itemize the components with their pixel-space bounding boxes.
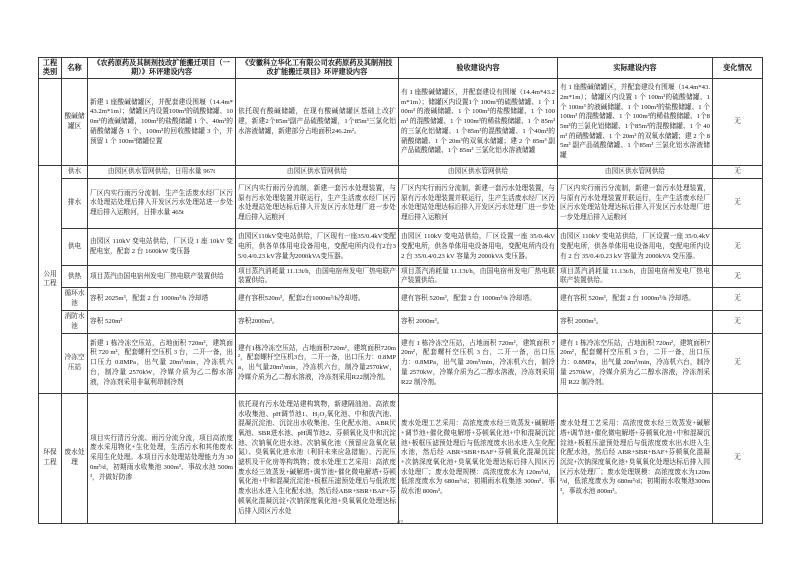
table-row-drainage [39,178,763,228]
actual-cell: 由园区供水管网供给 [558,166,713,179]
eia1-cell: 由园区 110kV 变电站供给，厂区设 1 座 10kV 变配电室，配套 2 台 1600kW 变压器 [88,228,236,265]
eia1-cell: 由园区供水管网供给，日用水量 967t [88,166,236,179]
acceptance-cell: 建有容积 520m³，配套 2 台 1000m³/h 冷却塔。 [399,288,558,310]
category-cell [39,79,62,166]
name-cell: 供电 [62,228,88,265]
eia2-cell: 容积2000m³。 [236,310,399,333]
actual-cell: 建有容积 520m³，配套 2 台 1000m³/h 冷却塔。 [558,288,713,310]
change-cell: 无 [713,393,763,523]
table-row-circulating-pool [39,288,763,310]
eia2-cell: 由园区供水管网供给 [236,166,399,179]
eia1-cell: 新建 1 栋冷冻空压站，占地面积 720m²，建筑面积 720 m²，配套螺杆空压机 3 台，二开一备，出口压力 0.8MPa，出气量 20m³/min，冷冻机六台，制冷量 2570kW，冷媒介质为乙二醇水溶液，冷冻剂采用非氟利昂制冷剂 [88,333,236,393]
acceptance-cell: 废水处理工艺采用：高浓度废水经三效蒸发+碱解塔+调节池+催化微电解塔+芬顿氧化池+中和混凝沉淀池+板框压滤预处理后与低浓度废水出水进入生化配水池，然后经 ABR+SBR+BAF+芬顿氧化混凝沉淀+次钠深度氧化池+臭氧氧化处理达标后排入园区污水处理厂；废水处理规模：高浓度废水为 120m³/d，低浓度废水为 680m³/d；初期雨水收集池 300m³、事故水池 800m³。 [399,393,558,523]
change-cell: 无 [713,228,763,265]
header-eia1-content: 《农药原药及其制剂技改扩能搬迁项目（一期）》环评建设内容 [88,58,236,79]
category-cell-environmental: 环保工程 [39,393,62,523]
eia1-cell: 容积 520m³ [88,310,236,333]
acceptance-cell: 有 1 座酸碱储罐区，并配套建设有围堰（14.4m*43.2m*1m）；储罐区内设置1个 100m³的硫酸储罐、1 个 100m³ 的液碱储罐、1 个 100m³的盐酸储罐、1 个 100m³ 的混酸储罐、1 个 100m³的稀盐酸储罐、1 个 85m³ 的三氯化铝储罐、1 个85m³的混酸储罐、1 个40m³的硝酸储罐、1 个 20m³的双氧水储罐；建 2 个 85m³ 副产品硫酸储罐、1个 85m³ 三氯化铝水溶液储罐 [399,79,558,166]
actual-cell: 容积 2000m³。 [558,310,713,333]
table-row-power-supply [39,228,763,265]
table-row-tank-area [39,79,763,166]
change-cell: 无 [713,310,763,333]
eia2-cell: 依托现有污水处理站建构筑物，新建隔油池、高浓废水收集池、pH调节池1、H₂O₂氧化池、中和放汽池、混凝沉淀池、沉淀出水收集池、生化配水池、ABR厌氧池、SBR进水池、pH调节池2、芬顿氧化及中和沉淀池、次钠氧化进水池、次钠氧化池（预留应急氧化氨氮）、臭氧氧化进水池（利旧未来应急措施）、污泥压滤机及干化房等构筑物；废水处理工艺采用：高浓度废水经三效蒸发+碱解塔+调节池+催化微电解塔+芬顿氧化池+中和混凝沉淀池+板框压滤预处理后与低浓度废水出水进入生化配水池，然后经ABR+SBR+BAF+芬顿氧化混凝沉淀+次钠深度氧化池+臭氧氧化处理达标后排入园区污水处 [236,393,399,523]
acceptance-cell: 项目蒸汽消耗量 11.13t/h，由国电宿州发电厂热电联产装置供给。 [399,265,558,287]
eia2-cell: 项目蒸汽消耗量 11.13t/h，由国电宿州发电厂热电联产装置供给。 [236,265,399,287]
table-row-refrigeration-station [39,333,763,393]
acceptance-cell: 容积 2000m³。 [399,310,558,333]
page-number: 42 [397,520,403,526]
name-cell: 供水 [62,166,88,179]
name-cell: 供热 [62,265,88,287]
acceptance-cell: 由园区 110kV 变电站供给，厂区设置一座 35/0.4kV 变配电所，供各单体用电设备用电，变配电所内设有 2 台 35/0.4/0.23 kV 容量为 2000kVA 变压器。 [399,228,558,265]
header-actual-content: 实际建设内容 [558,58,713,79]
actual-cell: 建有 1 栋冷冻空压站，占地面积 720m²，建筑面积720m²，配套螺杆空压机 3 台，二开一备，出口压力：0.8MPa，出气量 20m³/min，冷冻机六台，制冷量 2570kW，冷媒介质为乙二醇水溶液，冷冻剂采用 R22 制冷剂。 [558,333,713,393]
eia2-cell: 建有容积520m³，配套2台1000m³/h冷却塔。 [236,288,399,310]
change-cell: 无 [713,265,763,287]
header-acceptance-content: 验收建设内容 [399,58,558,79]
header-eia2-content: 《安徽科立华化工有限公司农药原药及其制剂技改扩能搬迁项目》环评建设内容 [236,58,399,79]
eia1-cell: 项目蒸汽由国电宿州发电厂热电联产装置供给 [88,265,236,287]
name-cell: 循环水池 [62,288,88,310]
change-cell: 无 [713,79,763,166]
header-project-category: 工程类别 [39,58,62,79]
change-cell: 无 [713,333,763,393]
eia1-cell: 项目实行清污分流、雨污分流分流，项目高浓度废水采用物化+生化处理，生活污水和其他废水采用生化处理。本项目污水处理站处理能力为 300m³/d，初期雨水收集池 300m³、事故水池 500m³，并做好防渗 [88,393,236,523]
acceptance-cell: 建有 1 栋冷冻空压站，占地面积 720m²，建筑面积 720m²，配套螺杆空压机 3 台，二开一备，出口压力：0.8MPa，出气量 20m³/min，冷冻机六台，制冷量 2570kW，冷媒介质为乙二醇水溶液，冷冻剂采用 R22 制冷剂。 [399,333,558,393]
actual-cell: 有 1 座酸碱储罐区，并配套建设有围堰（14.4m*43.2m*1m）；储罐区内设置 1 个 100m³的硫酸储罐、1 个 100m³ 的液碱储罐、1 个 100m³的盐酸储罐、1 个 100m³ 的混酸储罐、1 个 100m³的稀盐酸储罐、1个85m³的三氯化铝储罐、1个85m³的混酸储罐、1 个 40m³ 的硝酸储罐、1 个 20m³ 的双氧水储罐；建 2 个 85m³ 副产品硫酸储罐、1 个85m³ 三氯化铝水溶液储罐 [558,79,713,166]
change-cell: 无 [713,178,763,228]
comparison-table [38,57,763,524]
name-cell: 废水处理 [62,393,88,523]
table-row-fire-pool [39,310,763,333]
header-change-status: 变化情况 [713,58,763,79]
change-cell: 无 [713,166,763,179]
eia2-cell: 由园区110kV变电站供给，厂区现有一座35/0.4kV变配电所，供各单体用电设备用电，变配电所内设有2台35/0.4/0.23 kV容量为2000kVA变压器。 [236,228,399,265]
acceptance-cell: 厂区内实行雨污分流制，新建一套污水处理装置，与原有污水处理装置并联运行，生产生活废水经厂区污水处理站处理达标后排入开发区污水处理厂进一步处理后排入运粮河 [399,178,558,228]
name-cell: 排水 [62,178,88,228]
eia1-cell: 厂区内实行雨污分流制、生产生活废水经厂区污水处理站处理后排入开发区污水处理站进一步处理后排入运粮河，日排水量 465t [88,178,236,228]
category-cell-utility: 公用工程 [39,166,62,394]
table-row-wastewater-treatment [39,393,763,523]
eia2-cell: 依托现有酸碱储罐，在现有酸碱储罐区基础上改扩建，新建2个85m³副产品硫酸储罐，1个85m³三氯化铝水溶液储罐，新建部分占地面积246.2m²。 [236,79,399,166]
name-cell: 消防水池 [62,310,88,333]
eia2-cell: 建有1栋冷冻空压站，占地面积720m²，建筑面积720m²，配套螺杆空压机3台，二开一备，出口压力：0.8MPa，出气量20m³/min，冷冻机六台，制冷量2570kW，冷媒介质为乙二醇水溶液，冷冻剂采用R22制冷剂。 [236,333,399,393]
header-name: 名称 [62,58,88,79]
acceptance-cell: 由园区供水管网供给 [399,166,558,179]
table-row-water-supply [39,166,763,179]
actual-cell: 废水处理工艺采用：高浓度废水经三效蒸发+碱解塔+调节池+催化微电解塔+芬顿氧化池+中和混凝沉淀池+板框压滤预处理后与低浓度废水出水进入生化配水池，然后经 ABR+SBR+BAF+芬顿氧化混凝沉淀+次钠深度氧化池+臭氧氧化处理达标后排入园区污水处理厂；废水处理规模：高浓度废水为120m³/d，低浓度废水为 680m³/d；初期雨水收集池300m³，事故水池 800m³。 [558,393,713,523]
header-row [39,58,763,79]
eia2-cell: 厂区内实行雨污分流制，新建一套污水处理装置，与原有污水处理装置并联运行，生产生活废水经厂区污水处理站处理达标后排入开发区污水处理厂进一步处理后排入运粮河 [236,178,399,228]
eia1-cell: 新建 1 座酸碱储罐区，并配套建设围堰（14.4m*43.2m*1m）；储罐区内设置100m³的硫酸储罐、100m³的液碱储罐，100m³的盐酸储罐 1 个、40m³的硝酸储罐各 1 个、100m³的回收酸储罐 3 个，并预留 1 个 100m³储罐位置 [88,79,236,166]
change-cell: 无 [713,288,763,310]
eia1-cell: 容积 2025m³，配套 2 台 1000m³/h 冷却塔 [88,288,236,310]
table-row-heat-supply [39,265,763,287]
actual-cell: 项目蒸汽消耗量 11.13t/h，由国电宿州发电厂热电联产装置供给。 [558,265,713,287]
name-cell: 冷冻空压站 [62,333,88,393]
name-cell: 酸碱储罐区 [62,79,88,166]
actual-cell: 由园区 110kV 变电站供给，厂区设置一座 35/0.4kV 变配电所，供各单体用电设备用电，变配电所内设有 2 台 35/0.4/0.23 kV 容量为 2000kVA 变压器。 [558,228,713,265]
actual-cell: 厂区内实行雨污分流制，新建一套污水处理装置，与原有污水处理装置并联运行，生产生活废水经厂区污水处理站处理达标后排入开发区污水处理厂进一步处理后排入运粮河 [558,178,713,228]
